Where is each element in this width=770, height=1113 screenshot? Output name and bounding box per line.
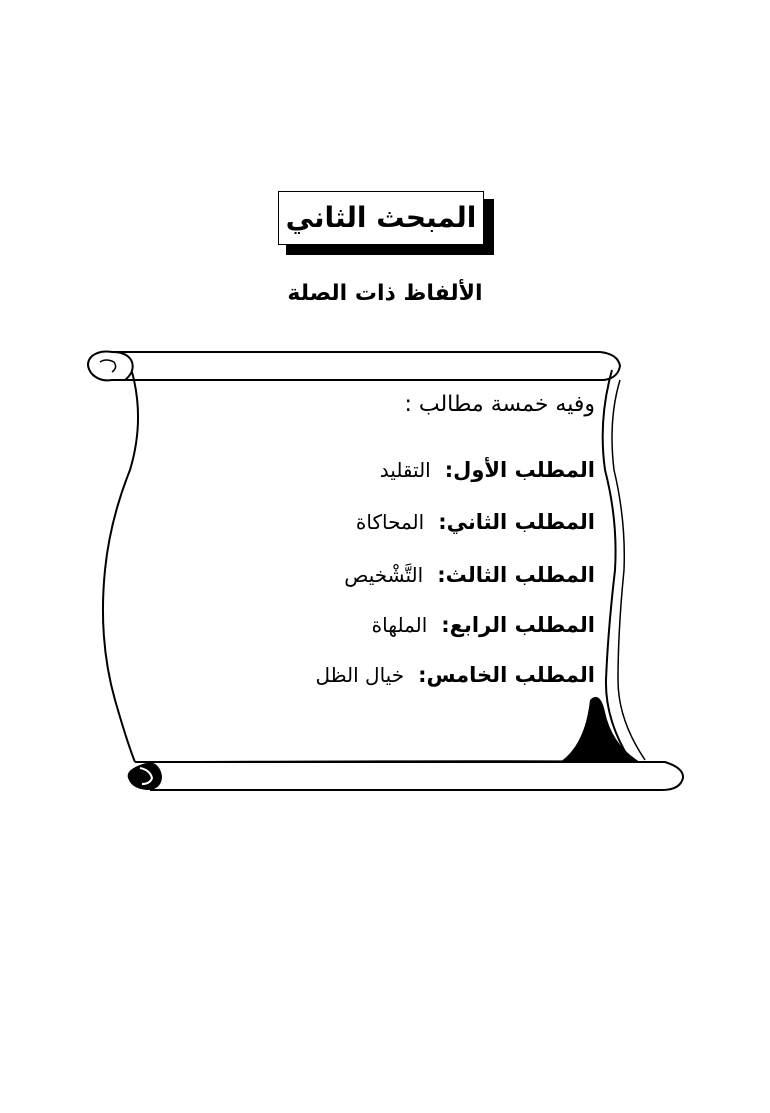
item-value: التقليد (379, 458, 431, 482)
list-item (344, 563, 595, 587)
item-value: التَّشْخيص (344, 563, 424, 587)
section-title: المبحث الثاني (285, 201, 477, 234)
item-value: الملهاة (371, 613, 428, 637)
scroll-intro: وفيه خمسة مطالب : (404, 392, 595, 417)
list-item (380, 458, 595, 482)
list-item (315, 663, 595, 687)
item-value: خيال الظل (315, 663, 405, 687)
list-item (356, 510, 595, 534)
list-item (372, 613, 595, 637)
item-value: المحاكاة (355, 510, 425, 534)
item-key: المطلب الرابع: (441, 613, 595, 637)
item-key: المطلب الثالث: (437, 563, 595, 587)
section-subtitle: الألفاظ ذات الصلة (287, 281, 483, 306)
item-key: المطلب الثاني: (438, 510, 595, 534)
item-key: المطلب الأول: (444, 458, 595, 482)
item-key: المطلب الخامس: (418, 663, 595, 687)
